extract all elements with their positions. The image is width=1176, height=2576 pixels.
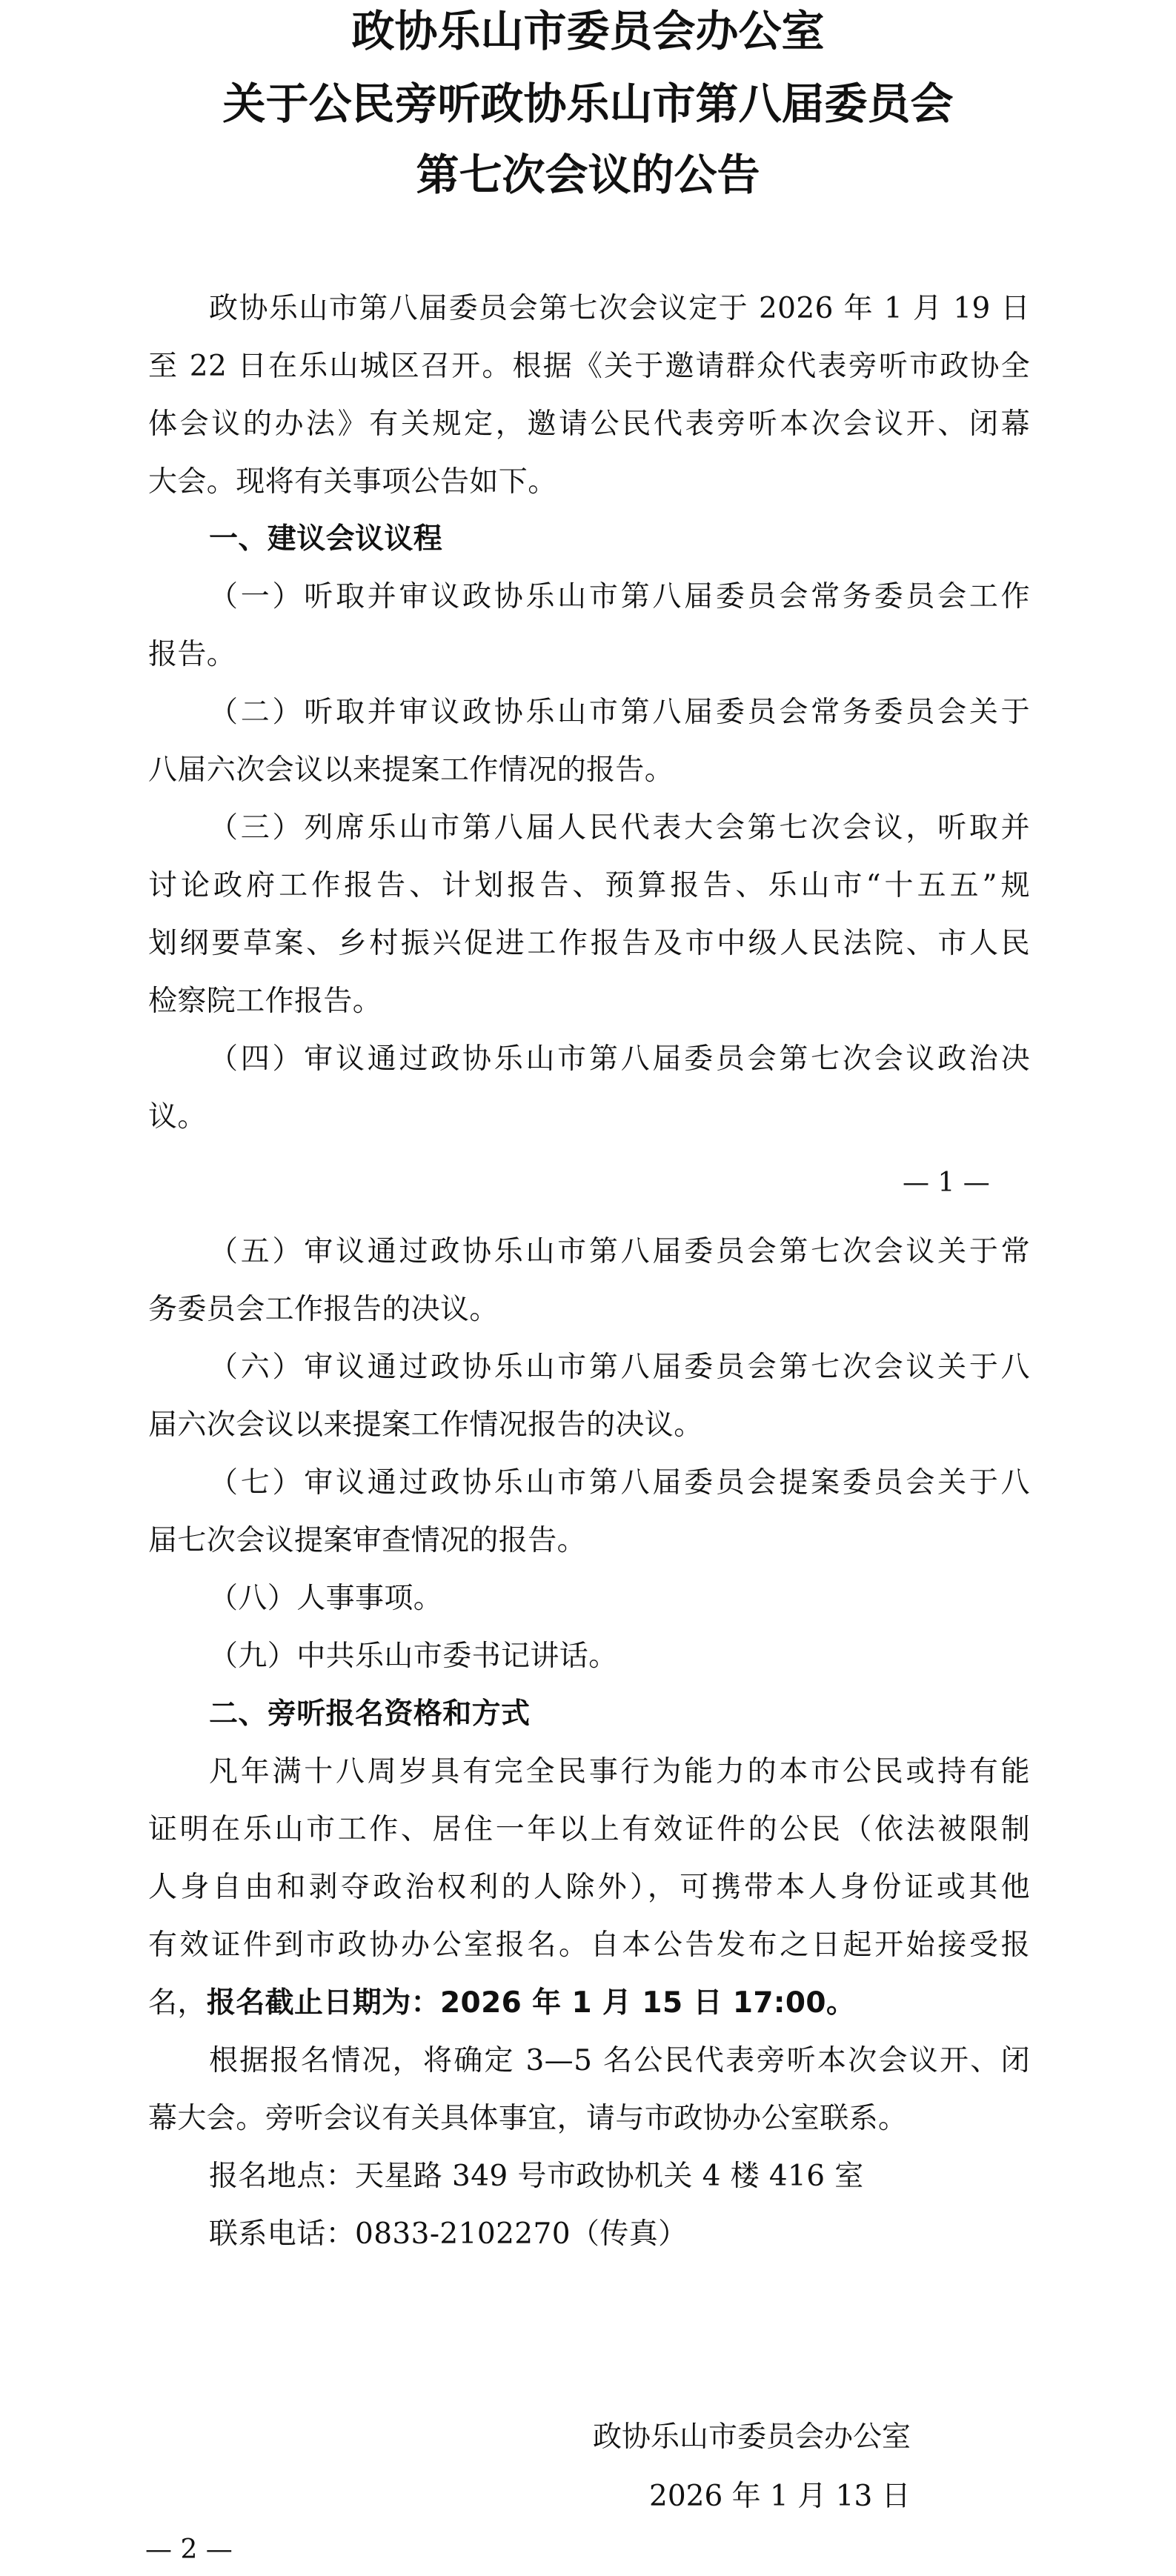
eligibility-line-2: 证明在乐山市工作、居住一年以上有效证件的公民（依法被限制 <box>148 1813 1030 1846</box>
agenda-item-2-line-1: （二）听取并审议政协乐山市第八届委员会常务委员会关于 <box>209 696 1030 729</box>
document-title-line-3: 第七次会议的公告 <box>416 150 760 200</box>
agenda-item-1-line-2: 报告。 <box>148 638 236 671</box>
document-title-line-1: 政协乐山市委员会办公室 <box>351 6 825 56</box>
agenda-item-3-line-4: 检察院工作报告。 <box>148 985 382 1018</box>
agenda-item-4-line-2: 议。 <box>148 1100 207 1134</box>
selection-line-1: 根据报名情况，将确定 3—5 名公民代表旁听本次会议开、闭 <box>209 2044 1030 2077</box>
agenda-item-9: （九）中共乐山市委书记讲话。 <box>209 1640 618 1673</box>
intro-line-4: 大会。现将有关事项公告如下。 <box>148 465 557 499</box>
agenda-item-6-line-2: 届六次会议以来提案工作情况报告的决议。 <box>148 1408 703 1442</box>
signature-date: 2026 年 1 月 13 日 <box>649 2480 911 2513</box>
agenda-item-7-line-2: 届七次会议提案审查情况的报告。 <box>148 1524 587 1557</box>
agenda-item-3-line-3: 划纲要草案、乡村振兴促进工作报告及市中级人民法院、市人民 <box>148 927 1030 960</box>
document-title-line-2: 关于公民旁听政协乐山市第八届委员会 <box>222 79 954 129</box>
agenda-item-1-line-1: （一）听取并审议政协乐山市第八届委员会常务委员会工作 <box>209 580 1030 613</box>
registration-deadline: 报名截止日期为：2026 年 1 月 15 日 17:00。 <box>206 1986 856 2020</box>
section-1-heading: 一、建议会议议程 <box>209 522 443 556</box>
agenda-item-3-line-2: 讨论政府工作报告、计划报告、预算报告、乐山市“十五五”规 <box>148 869 1030 902</box>
signature-org: 政协乐山市委员会办公室 <box>593 2420 911 2454</box>
agenda-item-8: （八）人事事项。 <box>209 1582 443 1615</box>
agenda-item-2-line-2: 八届六次会议以来提案工作情况的报告。 <box>148 753 674 787</box>
contact-phone: 联系电话：0833-2102270（传真） <box>209 2217 688 2251</box>
intro-line-2: 至 22 日在乐山城区召开。根据《关于邀请群众代表旁听市政协全 <box>148 350 1030 383</box>
section-2-heading: 二、旁听报名资格和方式 <box>209 1697 531 1731</box>
page-number-1: — 1 — <box>903 1168 990 1198</box>
agenda-item-6-line-1: （六）审议通过政协乐山市第八届委员会第七次会议关于八 <box>209 1351 1030 1384</box>
eligibility-line-4: 有效证件到市政协办公室报名。自本公告发布之日起开始接受报 <box>148 1928 1030 1962</box>
agenda-item-4-line-1: （四）审议通过政协乐山市第八届委员会第七次会议政治决 <box>209 1042 1030 1076</box>
eligibility-line-5 <box>148 1985 855 2022</box>
eligibility-line-5-prefix: 名， <box>148 1986 207 2020</box>
registration-address: 报名地点：天星路 349 号市政协机关 4 楼 416 室 <box>209 2160 864 2193</box>
agenda-item-5-line-2: 务委员会工作报告的决议。 <box>148 1293 499 1326</box>
eligibility-line-3: 人身自由和剥夺政治权利的人除外），可携带本人身份证或其他 <box>148 1871 1030 1904</box>
intro-line-1: 政协乐山市第八届委员会第七次会议定于 2026 年 1 月 19 日 <box>209 292 1030 325</box>
agenda-item-3-line-1: （三）列席乐山市第八届人民代表大会第七次会议，听取并 <box>209 811 1030 845</box>
eligibility-line-1: 凡年满十八周岁具有完全民事行为能力的本市公民或持有能 <box>209 1755 1030 1788</box>
agenda-item-5-line-1: （五）审议通过政协乐山市第八届委员会第七次会议关于常 <box>209 1235 1030 1268</box>
page-number-2: — 2 — <box>145 2535 233 2565</box>
selection-line-2: 幕大会。旁听会议有关具体事宜，请与市政协办公室联系。 <box>148 2102 908 2135</box>
intro-line-3: 体会议的办法》有关规定，邀请公民代表旁听本次会议开、闭幕 <box>148 407 1030 441</box>
agenda-item-7-line-1: （七）审议通过政协乐山市第八届委员会提案委员会关于八 <box>209 1466 1030 1500</box>
